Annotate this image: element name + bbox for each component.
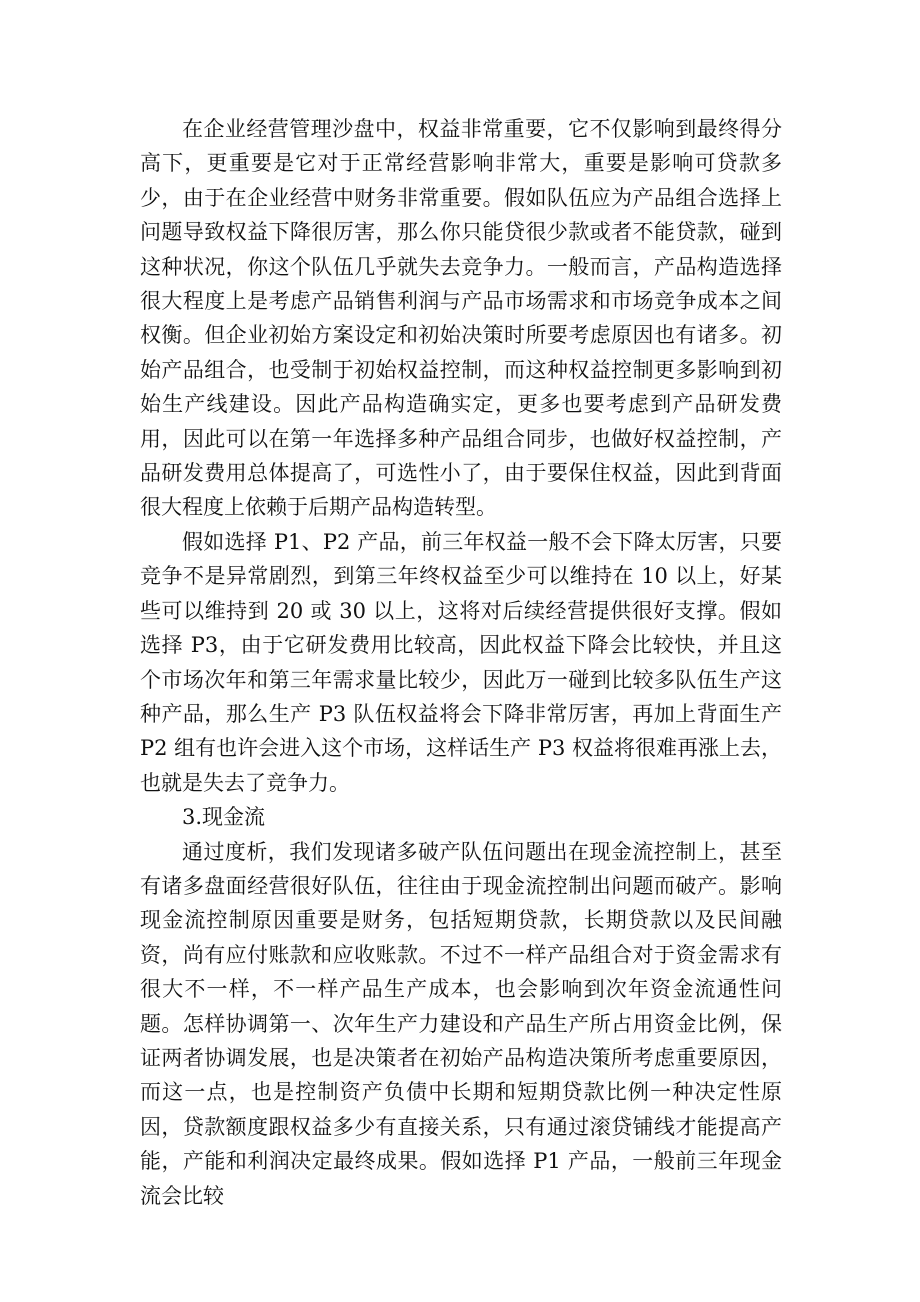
section-heading-cash-flow: 3.现金流 bbox=[182, 805, 266, 830]
paragraph-equity-importance: 在企业经营管理沙盘中，权益非常重要，它不仅影响到最终得分高下，更重要是它对于正常经营影响非常大，重要是影响可贷款多少，由于在企业经营中财务非常重要。假如队伍应为产品组合选择上问题导致权益下降很厉害，那么你只能贷很少款或者不能贷款，碰到这种状况，你这个队伍几乎就失去竞争力。一般而言，产品构造选择很大程度上是考虑产品销售利润与产品市场需求和市场竞争成本之间权衡。但企业初始方案设定和初始决策时所要考虑原因也有诸多。初始产品组合，也受制于初始权益控制，而这种权益控制更多影响到初始生产线建设。因此产品构造确实定，更多也要考虑到产品研发费用，因此可以在第一年选择多种产品组合同步，也做好权益控制，产品研发费用总体提高了，可选性小了，由于要保住权益，因此到背面很大程度上依赖于后期产品构造转型。 bbox=[140, 117, 782, 520]
document-body bbox=[140, 112, 782, 1213]
paragraph-product-choice: 假如选择 P1、P2 产品，前三年权益一般不会下降太厉害，只要竞争不是异常剧烈，到第三年终权益至少可以维持在 10 以上，好某些可以维持到 20 或 30 以上，这将对后续经营提供很好支撑。假如选择 P3，由于它研发费用比较高，因此权益下降会比较快，并且这个市场次年和第三年需求量比较少，因此万一碰到比较多队伍生产这种产品，那么生产 P3 队伍权益将会下降非常厉害，再加上背面生产 P2 组有也许会进入这个市场，这样话生产 P3 权益将很难再涨上去，也就是失去了竞争力。 bbox=[140, 529, 783, 795]
paragraph-cash-flow: 通过度析，我们发现诸多破产队伍问题出在现金流控制上，甚至有诸多盘面经营很好队伍，往往由于现金流控制出问题而破产。影响现金流控制原因重要是财务，包括短期贷款，长期贷款以及民间融资，尚有应付账款和应收账款。不过不一样产品组合对于资金需求有很大不一样，不一样产品生产成本，也会影响到次年资金流通性问题。怎样协调第一、次年生产力建设和产品生产所占用资金比例，保证两者协调发展，也是决策者在初始产品构造决策所考虑重要原因，而这一点，也是控制资产负债中长期和短期贷款比例一种决定性原因，贷款额度跟权益多少有直接关系，只有通过滚贷铺线才能提高产能，产能和利润决定最终成果。假如选择 P1 产品，一般前三年现金流会比较 bbox=[140, 839, 782, 1208]
